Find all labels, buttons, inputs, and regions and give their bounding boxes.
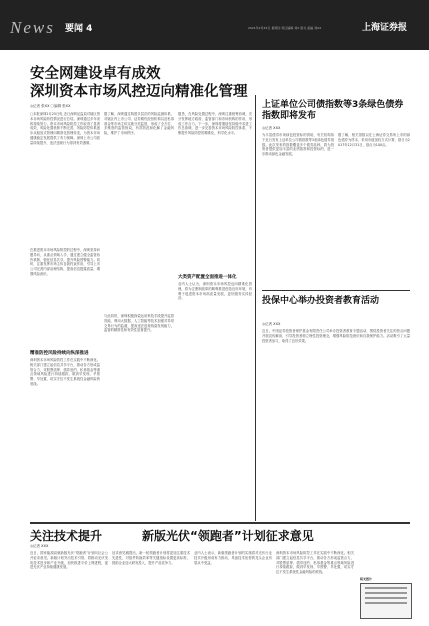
column-divider bbox=[255, 95, 256, 521]
sidebar-title: 上证单位公司债指数等3条绿色债券指数即将发布 bbox=[262, 100, 404, 121]
headline-1: 安全网建设卓有成效 bbox=[30, 66, 161, 82]
main-col3-para: 业内人士认为，深圳资本市场风控迈向精准化管理，将为注册制改革的顺利推进创造良好环境，有利于促进资本市场高质量发展，更好服务实体经济。 bbox=[178, 282, 252, 301]
sidebar-para: 近日，中国证券投资者保护基金有限责任公司举办投资者教育专题活动，围绕投资者关注的热点问题开展宣传解读，引导投资者树立理性投资理念，增强风险防范意识和自我保护能力。活动吸引了大量投资者参与，取得了良好效果。 bbox=[262, 329, 410, 343]
main-col2-para: 据了解，深圳通过构建多层次的风险监测体系，对辖区内上市公司、证券期货经营机构以及私募基金等市场主体实施分类监管，形成了全方位、多维度的监管格局，有效防范和化解了金融风险，维护了市场秩序。 bbox=[104, 112, 174, 136]
bottom-byline: ◎记者 XXX bbox=[30, 544, 49, 548]
main-col1-para: 深圳资本市场风险防控工作在实践中不断深化。相关部门建立起信息共享平台，推动各方形成监管合力，对股票质押、债券违约、私募基金等重点领域风险进行持续跟踪，做到早发现、早预警、早处置，切实守住不发生系统性金融风险的底线。 bbox=[30, 358, 100, 386]
image-caption: 相关图片 bbox=[360, 577, 373, 581]
subhead-2: 大类资产配置全面推进一体化 bbox=[178, 275, 237, 280]
sidebar-divider bbox=[262, 290, 410, 291]
bottom-title-1: 关注技术提升 bbox=[30, 529, 103, 543]
main-col1-para: 在推进资本市场风险防控的过程中，深圳坚持问题导向，从重点领域入手，通过建立健全监管协作机制，强化信息共享，提升风险预警能力。同时，注重发挥市场主体自我约束作用，引导上市公司完善内部治理结构，提高信息披露质量，增强风险意识。 bbox=[30, 248, 100, 276]
bottom-title-2: 新版光伏“领跑者”计划征求意见 bbox=[142, 529, 314, 543]
main-byline: ◎记者 张XX 〇编辑 张XX bbox=[30, 104, 71, 108]
main-col3-para: 据悉，在风险处置过程中，深圳注重统筹协调，充分发挥地方政府、监管部门和市场机构的作用，形成工作合力。下一步，深圳将继续坚持稳中求进工作总基调，进一步完善资本市场风险防控体系，不断提升风险防控的精准化、科学化水平。 bbox=[178, 112, 252, 136]
sidebar-byline: ◎记者 XXX bbox=[262, 126, 281, 130]
brand-label: News bbox=[10, 18, 55, 37]
sidebar-byline-2: ◎记者 XXX bbox=[262, 322, 281, 326]
main-col2-para: 与此同时，深圳积极探索运用科技手段提升监管效能，利用大数据、人工智能等技术加强对异常交易行为的监测，提高违法违规线索发现能力，监管的精准性和有效性显著提升。 bbox=[104, 314, 174, 333]
page-number: 4 bbox=[86, 24, 93, 34]
sidebar-para: 据了解，相关指数以在上海证券交易所上市的绿色债券为样本，采用市值加权方式计算，基日为2017年12月31日，基点为100点。 bbox=[338, 133, 410, 147]
headline-2: 深圳资本市场风控迈向精准化管理 bbox=[30, 84, 248, 100]
bottom-para: 业内人士表示，新版领跑者计划的实施将对光伏行业技术升级形成有力推动，具备技术优势的龙头企业有望从中受益。 bbox=[194, 551, 272, 565]
section-label: 要闻 4 bbox=[65, 24, 93, 34]
newspaper-logo: 上海证券报 bbox=[362, 23, 408, 33]
header-info: 2021年2月25日 星期四 责任编辑 刘X 版式 美编 刘XX bbox=[248, 26, 322, 30]
section-divider bbox=[30, 522, 410, 524]
sidebar-para: 为丰富债券市场绿色投资标的供给，有关机构拟于近日发布上证单位公司债指数等3条绿色债券指数。此次发布的指数覆盖多个债券品种，将为投资者提供更加丰富的业绩基准和投资标的，进一步推动绿色金融发展。 bbox=[262, 133, 334, 157]
bottom-para: 征求意见稿提出，新一轮领跑者计划将更加注重技术先进性，对组件转换效率等关键指标设置更高标准，鼓励企业加大研发投入，提升产品竞争力。 bbox=[112, 551, 190, 565]
bottom-para: 近日，国家能源局就新版光伏“领跑者”计划向社会公开征求意见。新版计划突出技术引领，将推动光伏发电技术进步和产业升级，加快推进平价上网进程，促进光伏产业持续健康发展。 bbox=[30, 551, 108, 570]
bottom-para: 深圳资本市场风险防控工作在实践中不断深化。相关部门建立起信息共享平台，推动各方形成监管合力，对股票质押、债券违约、私募基金等重点领域风险进行持续跟踪，做到早发现、早预警、早处置，切实守住不发生系统性金融风险的底线。 bbox=[276, 551, 354, 575]
news-image bbox=[360, 583, 412, 619]
sidebar-title-2: 投保中心举办投资者教育活动 bbox=[262, 296, 380, 306]
page-header bbox=[0, 0, 429, 50]
subhead-1: 精准防控风险持续向纵深推进 bbox=[30, 351, 89, 356]
main-col1-para: □本报深圳2月25日电 近日深圳证监局对辖区资本市场风险防控情况进行总结。深圳通过多年来的持续努力，资本市场风险防控工作取得了显著成效，风险处置机制不断完善，风险防控体系逐步从粗放式管理向精准化管理转变，为资本市场健康稳定发展提供了有力保障。深圳上市公司质量持续提升，违法违规行为得到有效遏制。 bbox=[30, 112, 100, 145]
